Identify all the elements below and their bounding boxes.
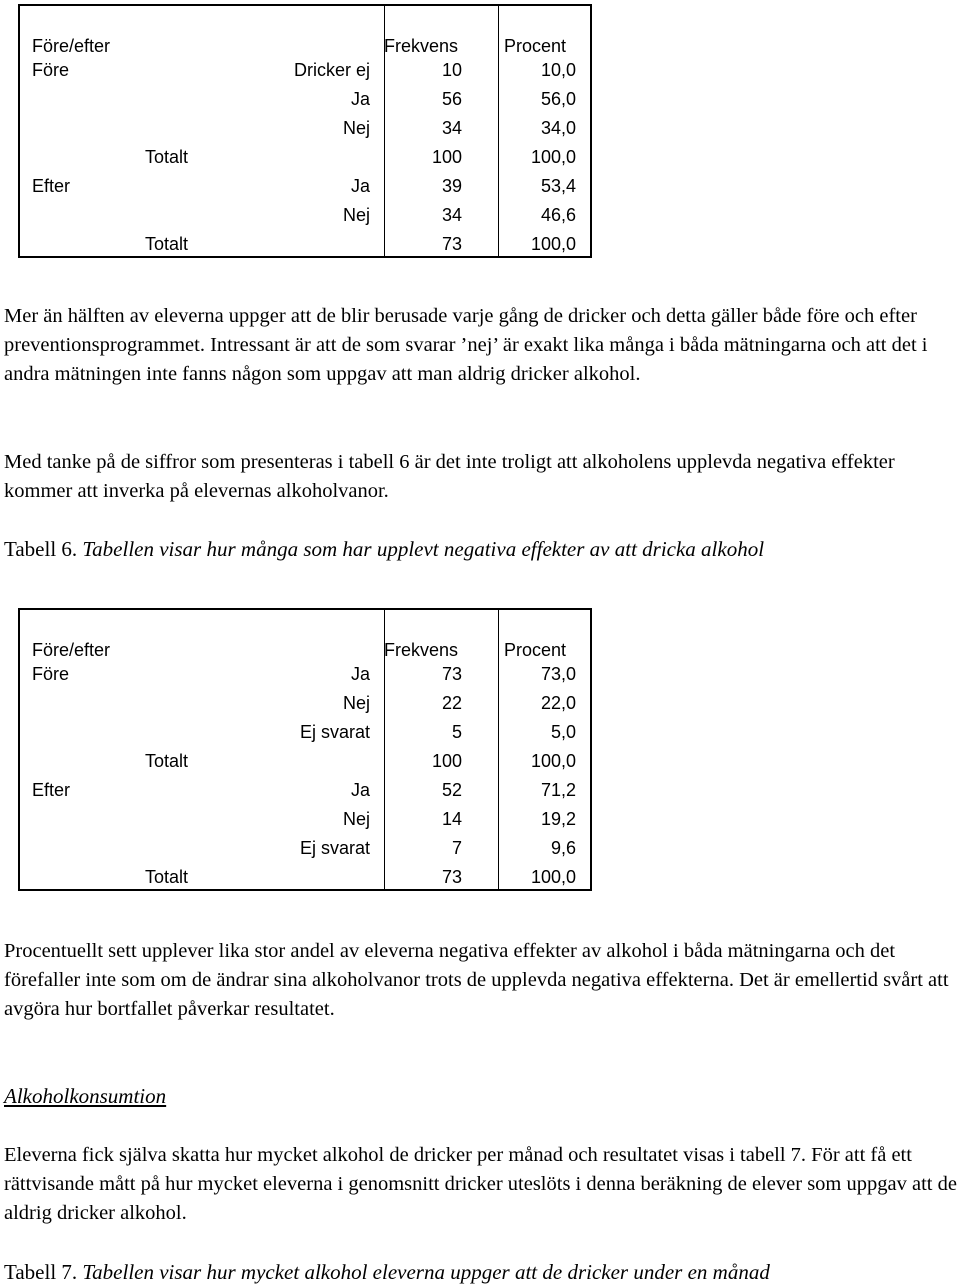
cell-percent: 34,0 [540, 118, 576, 138]
cell-frequency: 100 [431, 147, 462, 167]
table-row [20, 143, 590, 172]
table-row [20, 689, 590, 718]
cell-frequency: 22 [441, 693, 462, 713]
cell-answer: Ja [350, 664, 370, 684]
cell-answer: Ja [350, 176, 370, 196]
cell-frequency: 34 [441, 205, 462, 225]
paragraph-negative-effects-intro: Med tanke på de siffror som presenteras i tabell 6 är det inte troligt att alkoholens upplevda negativa effekter kommer att inverka på elevernas alkoholvanor. [4, 451, 895, 502]
cell-frequency: 56 [441, 89, 462, 109]
table-row [20, 834, 590, 863]
table7-caption-label: Tabell 7. [4, 1260, 83, 1284]
table-row [20, 718, 590, 747]
cell-group: Efter [32, 780, 71, 800]
cell-subtotal-label: Totalt [145, 751, 189, 771]
cell-frequency: 14 [441, 809, 462, 829]
cell-frequency: 39 [441, 176, 462, 196]
cell-subtotal-label: Totalt [145, 147, 189, 167]
paragraph-alcohol-consumption: Eleverna fick själva skatta hur mycket alkohol de dricker per månad och resultatet visas i tabell 7. För att få ett rättvisande mått på hur mycket eleverna i genomsnitt dricker uteslöts i denna beräkning de elever som uppgav att de aldrig dricker alkohol. [4, 1144, 957, 1224]
cell-subtotal-label: Totalt [145, 234, 189, 254]
table-row [20, 172, 590, 201]
frequency-table-negative-effects [18, 608, 592, 891]
frequency-table-drunkenness [18, 4, 592, 258]
table6-caption-label: Tabell 6. [4, 537, 83, 561]
cell-percent: 73,0 [540, 664, 576, 684]
cell-answer: Ja [350, 780, 370, 800]
cell-answer: Nej [342, 205, 370, 225]
table-row [20, 85, 590, 114]
header-group: Före/efter [32, 36, 111, 56]
table-row [20, 230, 590, 259]
header-frequency: Frekvens [383, 36, 458, 56]
cell-group: Efter [32, 176, 71, 196]
header-percent: Procent [503, 36, 566, 56]
table-row [20, 114, 590, 143]
table-row [20, 747, 590, 776]
table-row [20, 776, 590, 805]
cell-frequency: 7 [451, 838, 462, 858]
cell-group: Före [32, 60, 70, 80]
cell-answer: Ej svarat [299, 722, 370, 742]
cell-frequency: 100 [431, 751, 462, 771]
cell-answer: Ej svarat [299, 838, 370, 858]
cell-percent: 53,4 [540, 176, 576, 196]
cell-percent: 9,6 [550, 838, 576, 858]
cell-group: Före [32, 664, 70, 684]
cell-frequency: 5 [451, 722, 462, 742]
table-row [20, 660, 590, 689]
header-percent: Procent [503, 640, 566, 660]
cell-frequency: 73 [441, 664, 462, 684]
header-group: Före/efter [32, 640, 111, 660]
cell-percent: 100,0 [530, 147, 576, 167]
cell-percent: 100,0 [530, 751, 576, 771]
table6-caption [4, 535, 764, 564]
cell-frequency: 52 [441, 780, 462, 800]
table6-caption-text: Tabellen visar hur många som har upplevt negativa effekter av att dricka alkohol [82, 537, 765, 561]
cell-percent: 22,0 [540, 693, 576, 713]
cell-percent: 10,0 [540, 60, 576, 80]
cell-percent: 71,2 [540, 780, 576, 800]
table7-caption [4, 1258, 770, 1287]
cell-percent: 19,2 [540, 809, 576, 829]
header-frequency: Frekvens [383, 640, 458, 660]
cell-percent: 56,0 [540, 89, 576, 109]
cell-frequency: 73 [441, 234, 462, 254]
cell-answer: Dricker ej [293, 60, 370, 80]
cell-frequency: 10 [441, 60, 462, 80]
cell-answer: Nej [342, 118, 370, 138]
paragraph-drunkenness-summary: Mer än hälften av eleverna uppger att de blir berusade varje gång de dricker och detta gäller både före och efter preventionsprogrammet. Intressant är att de som svarar ’nej’ är exakt lika många i båda mätningarna och att det i andra mätningen inte fanns någon som uppgav att man aldrig dricker alkohol. [4, 305, 928, 385]
cell-frequency: 73 [441, 867, 462, 887]
table-row [20, 56, 590, 85]
cell-percent: 100,0 [530, 867, 576, 887]
paragraph-negative-effects-summary: Procentuellt sett upplever lika stor andel av eleverna negativa effekter av alkohol i båda mätningarna och det förefaller inte som om de ändrar sina alkoholvanor trots de upplevda negativa effekterna. Det är emellertid svårt att avgöra hur bortfallet påverkar resultatet. [4, 940, 949, 1020]
table-row [20, 201, 590, 230]
cell-frequency: 34 [441, 118, 462, 138]
cell-percent: 46,6 [540, 205, 576, 225]
cell-percent: 5,0 [550, 722, 576, 742]
cell-percent: 100,0 [530, 234, 576, 254]
cell-answer: Nej [342, 809, 370, 829]
table7-caption-text: Tabellen visar hur mycket alkohol eleverna uppger att de dricker under en månad [82, 1260, 770, 1284]
cell-subtotal-label: Totalt [145, 867, 189, 887]
table-row [20, 805, 590, 834]
section-heading: Alkoholkonsumtion [4, 1084, 167, 1108]
cell-answer: Ja [350, 89, 370, 109]
cell-answer: Nej [342, 693, 370, 713]
table-row [20, 863, 590, 892]
